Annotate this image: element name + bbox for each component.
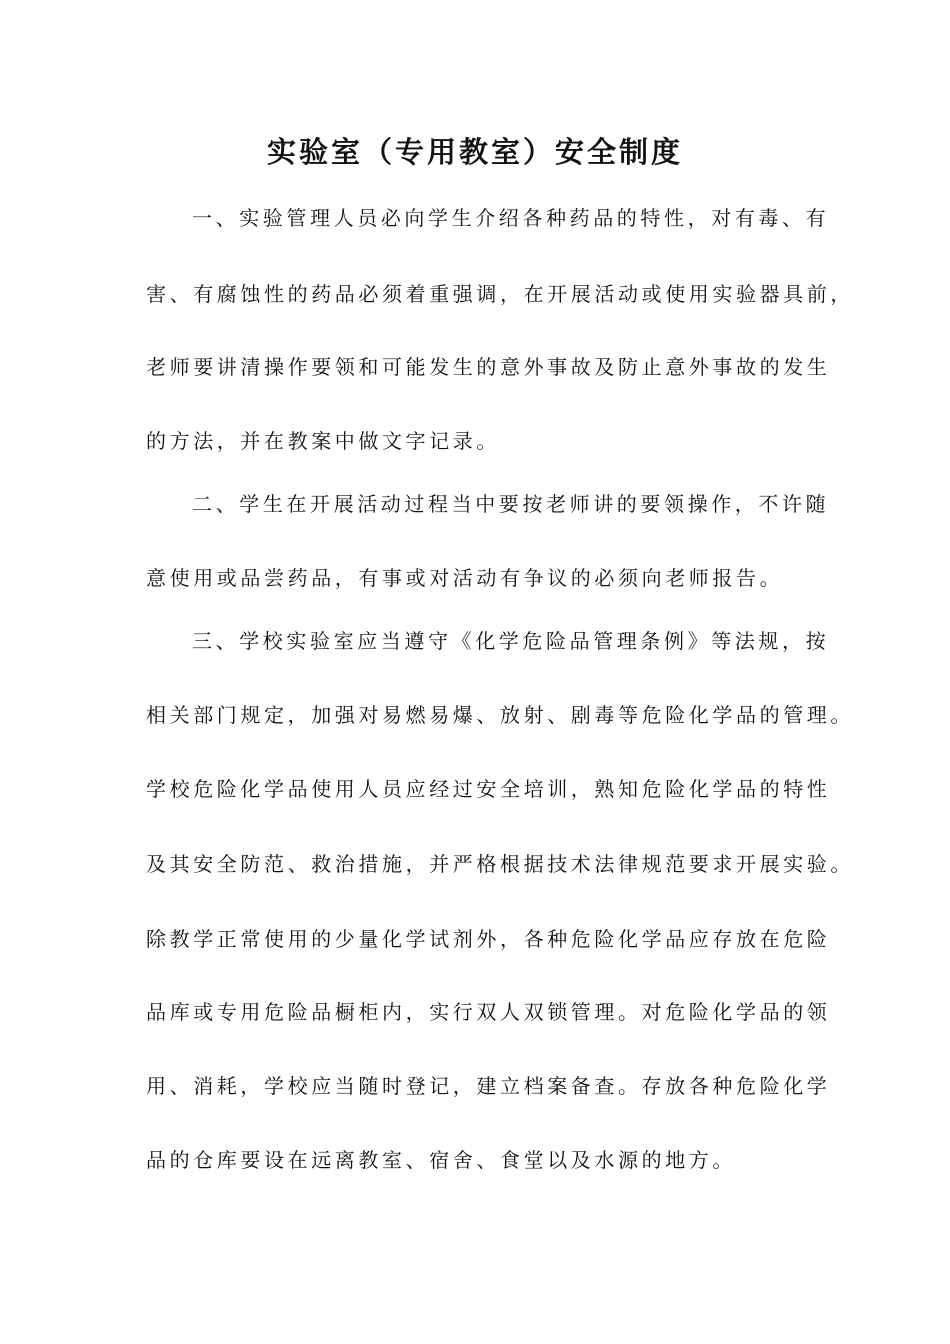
paragraph-3-line-5: 除教学正常使用的少量化学试剂外，各种危险化学品应存放在危险 xyxy=(146,927,831,951)
paragraph-1-line-2: 害、有腐蚀性的药品必须着重强调，在开展活动或使用实验器具前， xyxy=(146,282,854,306)
paragraph-3-line-6: 品库或专用危险品橱柜内，实行双人双锁管理。对危险化学品的领 xyxy=(146,1000,831,1024)
paragraph-1-line-4: 的方法，并在教案中做文字记录。 xyxy=(146,429,500,453)
paragraph-3-line-1: 三、学校实验室应当遵守《化学危险品管理条例》等法规，按 xyxy=(192,629,830,653)
paragraph-3-line-3: 学校危险化学品使用人员应经过安全培训，熟知危险化学品的特性 xyxy=(146,777,831,801)
paragraph-3-line-4: 及其安全防范、救治措施，并严格根据技术法律规范要求开展实验。 xyxy=(146,852,854,876)
document-title: 实验室（专用教室）安全制度 xyxy=(266,135,683,169)
paragraph-3-line-7: 用、消耗，学校应当随时登记，建立档案备查。存放各种危险化学 xyxy=(146,1074,831,1098)
paragraph-3-line-8: 品的仓库要设在远离教室、宿舍、食堂以及水源的地方。 xyxy=(146,1148,736,1172)
paragraph-1-line-3: 老师要讲清操作要领和可能发生的意外事故及防止意外事故的发生 xyxy=(146,355,831,379)
paragraph-1-line-1: 一、实验管理人员必向学生介绍各种药品的特性，对有毒、有 xyxy=(192,206,830,230)
paragraph-2-line-2: 意使用或品尝药品，有事或对活动有争议的必须向老师报告。 xyxy=(146,566,784,590)
paragraph-2-line-1: 二、学生在开展活动过程当中要按老师讲的要领操作，不许随 xyxy=(192,492,830,516)
paragraph-3-line-2: 相关部门规定，加强对易燃易爆、放射、剧毒等危险化学品的管理。 xyxy=(146,703,854,727)
